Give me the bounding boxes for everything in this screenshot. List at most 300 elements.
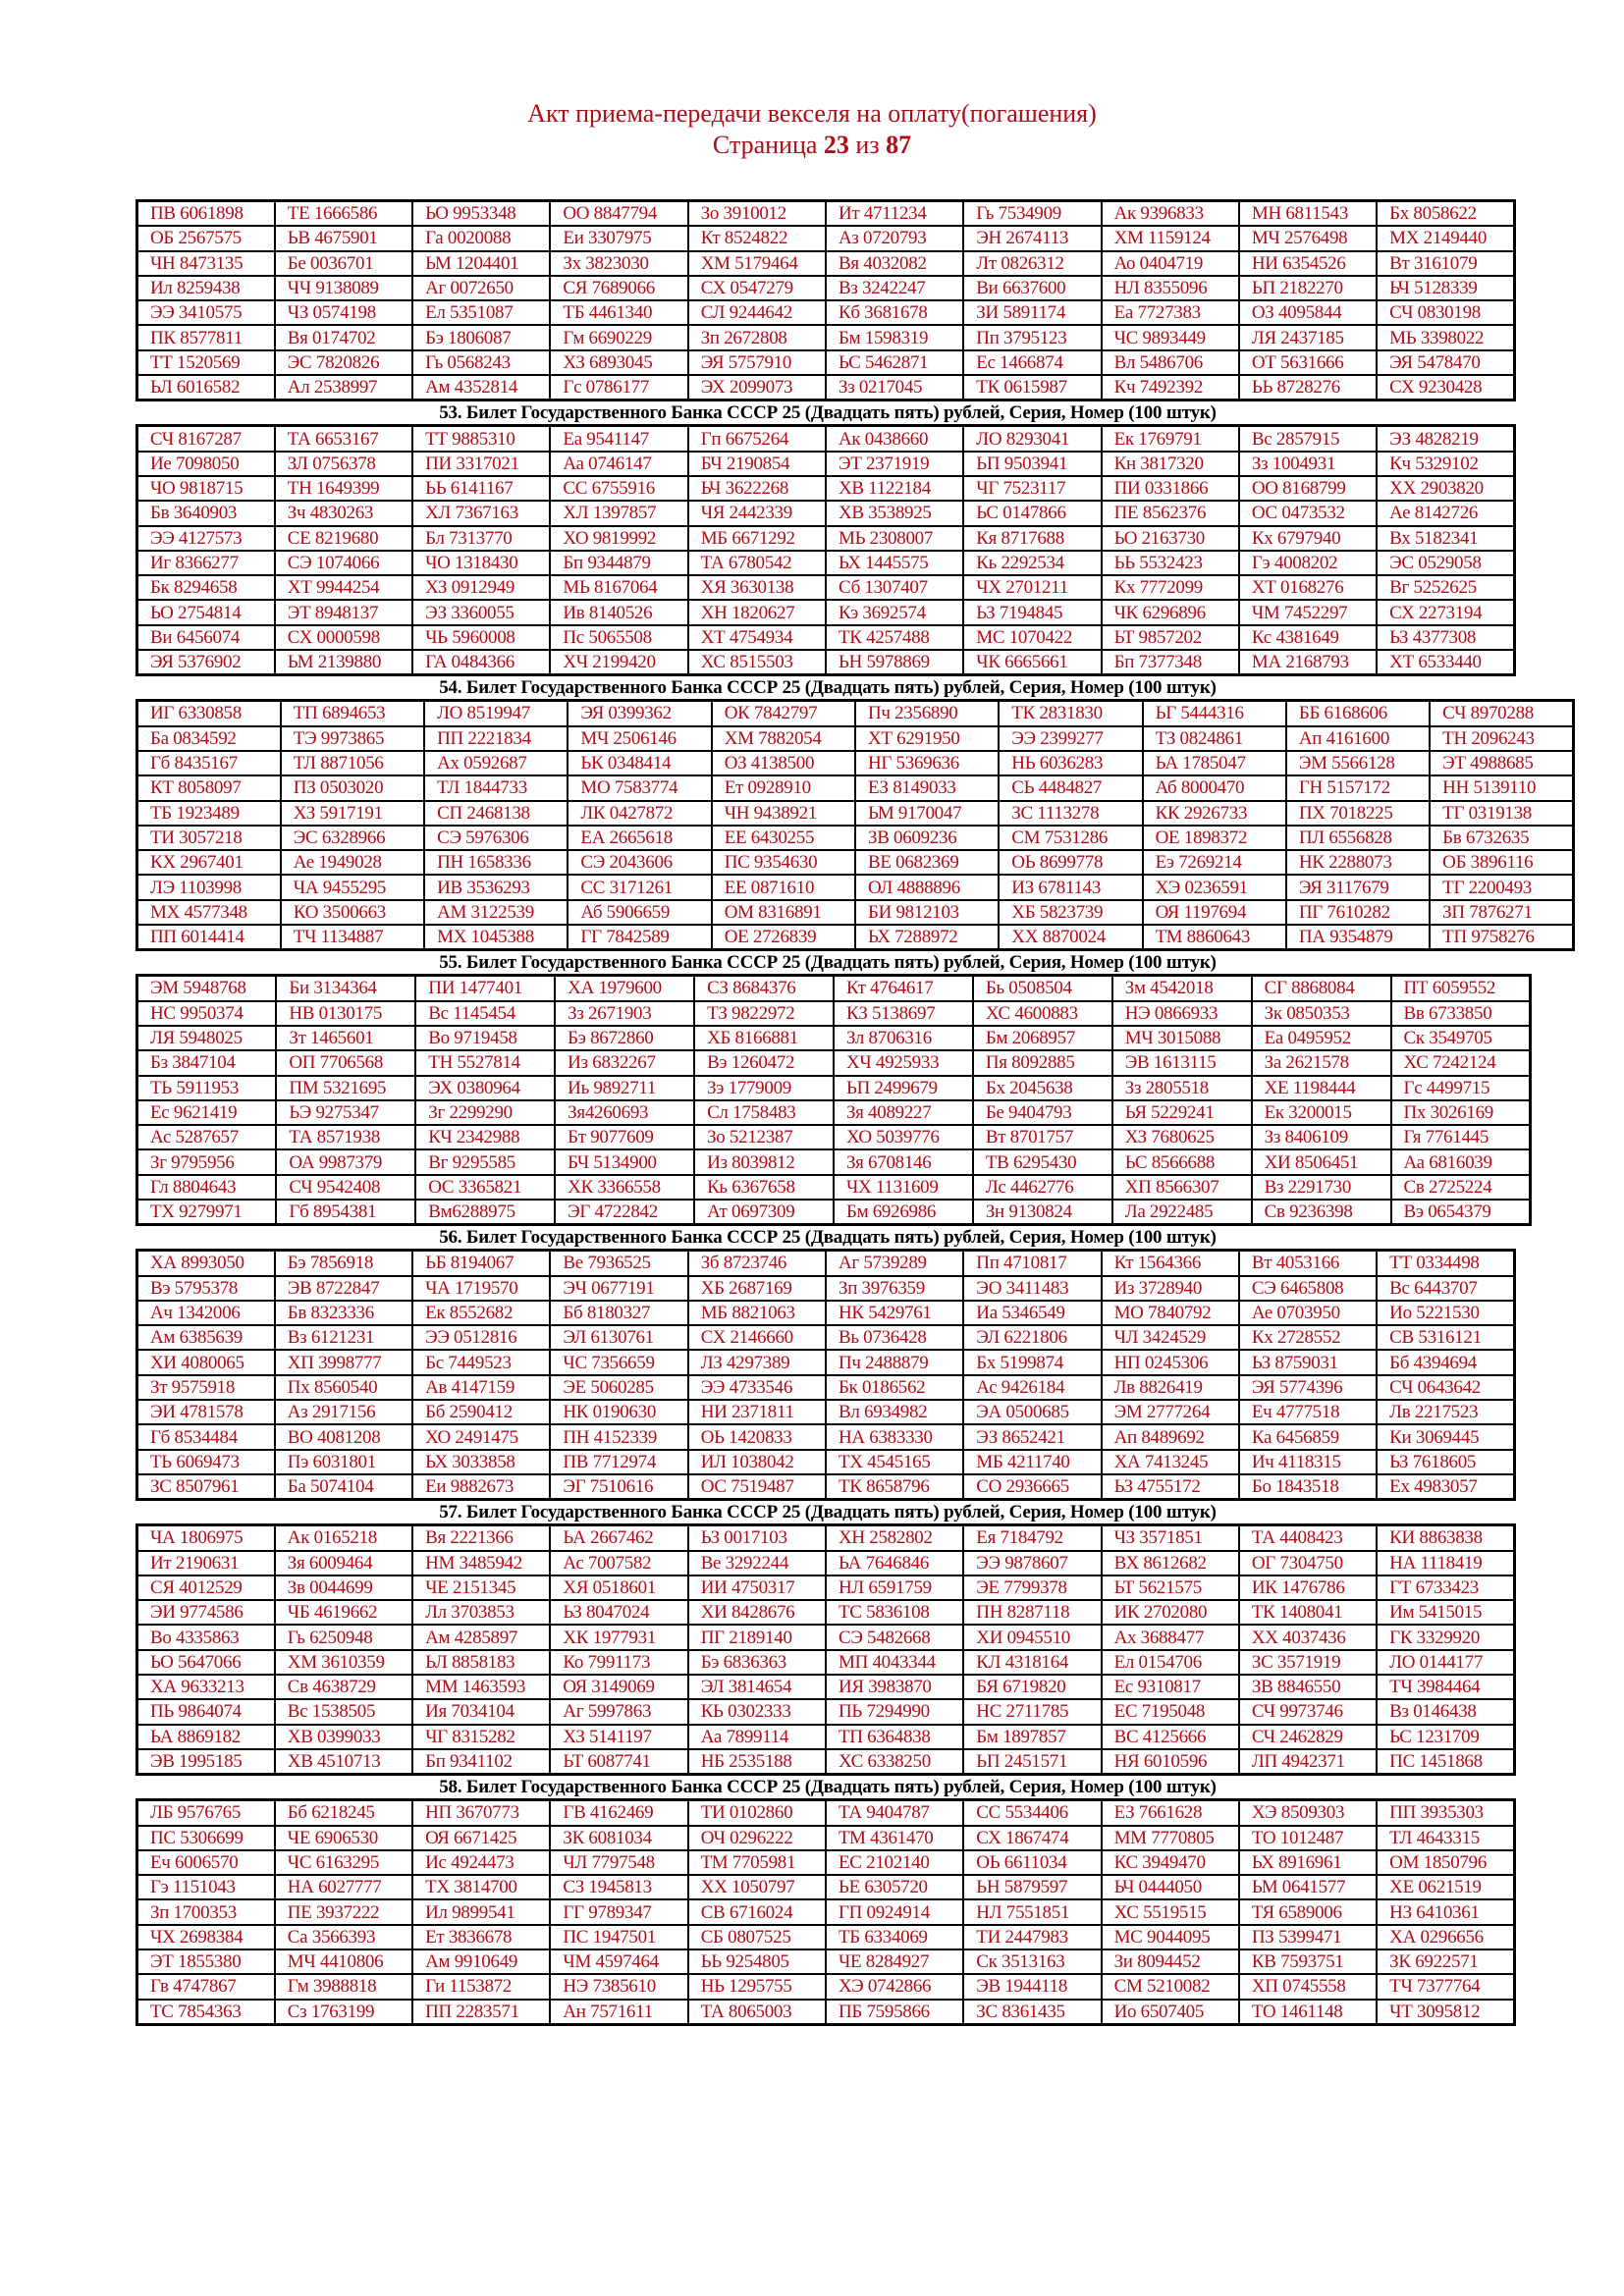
serial-number-cell: Ел 0154706: [1102, 1650, 1239, 1675]
serial-number-cell: ЧА 9455295: [281, 875, 424, 899]
serial-number-cell: Лл 3703853: [412, 1600, 550, 1625]
serial-number-cell: Гя 7761445: [1391, 1125, 1531, 1149]
serial-number-cell: Из 8039812: [694, 1149, 834, 1174]
serial-number-cell: ТН 2096243: [1430, 726, 1573, 751]
serial-number-cell: ЭХ 2099073: [688, 375, 826, 400]
serial-number-cell: Еч 4777518: [1239, 1400, 1377, 1424]
serial-number-cell: МЧ 2576498: [1239, 226, 1377, 250]
serial-number-cell: ЧЛ 7797548: [550, 1850, 687, 1875]
serial-number-cell: ЭЯ 5757910: [688, 350, 826, 375]
serial-number-cell: СС 3171261: [568, 875, 711, 899]
serial-number-cell: ЬЯ 5229241: [1112, 1100, 1252, 1125]
serial-number-cell: Еэ 7269214: [1143, 850, 1286, 875]
serial-number-cell: НА 6027777: [275, 1875, 412, 1899]
serial-number-cell: ЬО 2754814: [137, 600, 275, 624]
serial-number-cell: ЬЕ 6305720: [826, 1875, 963, 1899]
serial-number-cell: СЭ 2043606: [568, 850, 711, 875]
serial-number-cell: СЯ 4012529: [137, 1575, 275, 1600]
serial-number-cell: СЧ 2462829: [1239, 1725, 1377, 1749]
serial-number-cell: Ве 7936525: [550, 1251, 687, 1276]
table-row: [137, 1826, 1515, 1850]
serial-number-cell: ОО 8168799: [1239, 476, 1377, 501]
serial-number-cell: БЧ 2190854: [688, 452, 826, 476]
serial-number-cell: Ач 1342006: [137, 1301, 275, 1325]
serial-number-cell: ПМ 5321695: [276, 1076, 415, 1100]
serial-number-cell: ЬХ 7288972: [855, 925, 999, 950]
table-row: [137, 751, 1574, 775]
serial-number-cell: ТК 1408041: [1239, 1600, 1377, 1625]
serial-number-cell: ТИ 0102860: [688, 1800, 826, 1826]
serial-number-cell: ЧХ 2701211: [963, 575, 1101, 600]
serial-number-cell: ЧС 6163295: [275, 1850, 412, 1875]
table-row: [137, 1400, 1515, 1424]
serial-number-cell: Бэ 6836363: [688, 1650, 826, 1675]
serial-number-cell: Бм 1897857: [963, 1725, 1101, 1749]
serial-number-cell: Из 6832267: [555, 1050, 694, 1075]
serial-number-cell: ХН 2582802: [826, 1525, 963, 1551]
serial-number-cell: НС 2711785: [963, 1699, 1101, 1724]
table-row: [137, 1600, 1515, 1625]
serial-number-cell: СХ 9230428: [1377, 375, 1514, 400]
serial-number-cell: Бс 7449523: [412, 1350, 550, 1374]
serial-number-cell: ЧЯ 2442339: [688, 501, 826, 525]
serial-number-cell: Бэ 7856918: [275, 1251, 412, 1276]
serial-number-cell: Еа 9541147: [550, 426, 687, 452]
serial-number-cell: ЭТ 1855380: [137, 1949, 275, 1974]
serial-number-cell: ЧТ 3095812: [1377, 2000, 1514, 2025]
serial-number-cell: ЬМ 0641577: [1239, 1875, 1377, 1899]
serial-number-cell: ЬМ 2139880: [275, 650, 412, 675]
serial-number-cell: СЯ 7689066: [550, 276, 687, 300]
table-row: [137, 1276, 1515, 1301]
serial-number-cell: ЭЯ 5774396: [1239, 1375, 1377, 1400]
page-counter: [0, 130, 1624, 161]
serial-number-cell: Бк 0186562: [826, 1375, 963, 1400]
serial-number-cell: НЭ 0866933: [1112, 1001, 1252, 1026]
serial-number-cell: ХП 3998777: [275, 1350, 412, 1374]
serial-number-cell: ЛК 0427872: [568, 801, 711, 826]
serial-number-cell: ЛО 8519947: [424, 701, 568, 726]
serial-number-cell: Зт 9575918: [137, 1375, 275, 1400]
serial-number-cell: Гс 0786177: [550, 375, 687, 400]
serial-number-cell: НМ 3485942: [412, 1551, 550, 1575]
serial-number-cell: ПВ 6061898: [137, 201, 275, 227]
serial-number-cell: ЬА 1785047: [1143, 751, 1286, 775]
serial-number-cell: ЬТ 9857202: [1102, 625, 1239, 650]
serial-number-cell: ЬВ 4675901: [275, 226, 412, 250]
serial-number-cell: КС 3949470: [1102, 1850, 1239, 1875]
serial-number-cell: ПЗ 5399471: [1239, 1925, 1377, 1949]
serial-number-cell: Га 0020088: [412, 226, 550, 250]
serial-number-cell: Вэ 5795378: [137, 1276, 275, 1301]
serial-number-cell: ЧГ 7523117: [963, 476, 1101, 501]
serial-number-cell: БЧ 5134900: [555, 1149, 694, 1174]
serial-number-cell: ЧА 1719570: [412, 1276, 550, 1301]
serial-number-cell: НИ 2371811: [688, 1400, 826, 1424]
serial-number-cell: ЭТ 8948137: [275, 600, 412, 624]
serial-number-cell: ОЗ 4138500: [712, 751, 855, 775]
serial-number-cell: Зп 1700353: [137, 1899, 275, 1924]
serial-number-cell: Вг 5252625: [1377, 575, 1514, 600]
table-row: [137, 875, 1574, 899]
serial-number-cell: ЭЭ 4733546: [688, 1375, 826, 1400]
serial-number-cell: Кб 3681678: [826, 300, 963, 325]
serial-number-cell: Сб 1307407: [826, 575, 963, 600]
serial-number-cell: ОЬ 1420833: [688, 1424, 826, 1449]
serial-number-cell: Ап 4161600: [1286, 726, 1430, 751]
table-row: [137, 1749, 1515, 1775]
serial-number-cell: ЧЕ 2151345: [412, 1575, 550, 1600]
serial-number-cell: ХХ 4037436: [1239, 1625, 1377, 1649]
serial-number-cell: СЧ 9542408: [276, 1175, 415, 1200]
serial-number-cell: Вл 6934982: [826, 1400, 963, 1424]
serial-number-cell: ПС 1451868: [1377, 1749, 1514, 1775]
serial-number-cell: Ея 7184792: [963, 1525, 1101, 1551]
serial-number-cell: ХБ 5823739: [999, 900, 1142, 925]
serial-number-cell: ХХ 8870024: [999, 925, 1142, 950]
serial-number-cell: ХЕ 1198444: [1252, 1076, 1391, 1100]
serial-number-cell: Св 4638729: [275, 1675, 412, 1699]
serial-number-cell: НЯ 6010596: [1102, 1749, 1239, 1775]
serial-number-cell: СЭ 1074066: [275, 551, 412, 575]
serial-number-cell: ББ 6168606: [1286, 701, 1430, 726]
serial-number-cell: ЭИ 4781578: [137, 1400, 275, 1424]
serial-number-cell: ЗС 1113278: [999, 801, 1142, 826]
serial-number-cell: ЭМ 5566128: [1286, 751, 1430, 775]
serial-number-cell: ТЬ 6069473: [137, 1450, 275, 1474]
serial-number-cell: ЧН 9438921: [712, 801, 855, 826]
serial-number-cell: ЬЬ 5532423: [1102, 551, 1239, 575]
table-row: [137, 1474, 1515, 1500]
serial-number-cell: Бп 9344879: [550, 551, 687, 575]
serial-number-cell: ТА 6780542: [688, 551, 826, 575]
table-row: [137, 226, 1515, 250]
serial-number-cell: Пя 8092885: [973, 1050, 1112, 1075]
table-row: [137, 976, 1531, 1001]
serial-number-cell: Зп 2672808: [688, 325, 826, 349]
serial-number-cell: ЧЕ 8284927: [826, 1949, 963, 1974]
serial-number-cell: ЭВ 1613115: [1112, 1050, 1252, 1075]
serial-number-cell: Вя 0174702: [275, 325, 412, 349]
serial-number-cell: ЛЯ 2437185: [1239, 325, 1377, 349]
table-row: [137, 1200, 1531, 1225]
serial-number-cell: Зя4260693: [555, 1100, 694, 1125]
serial-number-cell: ЭЭ 3410575: [137, 300, 275, 325]
serial-number-cell: Зч 4830263: [275, 501, 412, 525]
table-row: [137, 1001, 1531, 1026]
serial-number-cell: ЧЗ 0574198: [275, 300, 412, 325]
serial-number-cell: ЬС 5462871: [826, 350, 963, 375]
serial-number-cell: ХВ 3538925: [826, 501, 963, 525]
page-prefix: Страница: [712, 131, 818, 159]
serial-number-cell: ГГ 9789347: [550, 1899, 687, 1924]
serial-number-cell: ЭМ 5948768: [137, 976, 277, 1001]
serial-number-cell: ЭЛ 6130761: [550, 1325, 687, 1350]
table-row: [137, 1350, 1515, 1374]
serial-number-cell: ОМ 8316891: [712, 900, 855, 925]
serial-number-cell: Бв 3640903: [137, 501, 275, 525]
serial-number-cell: НЗ 6410361: [1377, 1899, 1514, 1924]
serial-number-cell: ХВ 1122184: [826, 476, 963, 501]
serial-number-cell: Зз 8406109: [1252, 1125, 1391, 1149]
serial-number-cell: ЕЗ 8149033: [855, 775, 999, 800]
serial-number-cell: ХС 5519515: [1102, 1899, 1239, 1924]
serial-number-cell: Аб 8000470: [1143, 775, 1286, 800]
serial-number-cell: ЧС 7356659: [550, 1350, 687, 1374]
serial-number-cell: КЬ 0302333: [688, 1699, 826, 1724]
serial-number-cell: ЬЗ 4377308: [1377, 625, 1514, 650]
serial-number-cell: Гб 8954381: [276, 1200, 415, 1225]
serial-number-cell: ХЗ 6893045: [550, 350, 687, 375]
serial-number-cell: ХМ 3610359: [275, 1650, 412, 1675]
serial-number-cell: ХЛ 1397857: [550, 501, 687, 525]
table-row: [137, 625, 1515, 650]
serial-number-cell: НА 6383330: [826, 1424, 963, 1449]
serial-number-cell: ХН 1820627: [688, 600, 826, 624]
serial-number-cell: Ич 4118315: [1239, 1450, 1377, 1474]
serial-number-cell: Ет 3836678: [412, 1925, 550, 1949]
serial-number-cell: ТА 4408423: [1239, 1525, 1377, 1551]
serial-number-cell: ТС 7854363: [137, 2000, 275, 2025]
serial-number-cell: Ио 6507405: [1102, 2000, 1239, 2025]
serial-number-cell: СЧ 0830198: [1377, 300, 1514, 325]
serial-number-cell: ТК 2831830: [999, 701, 1142, 726]
serial-number-cell: ПН 8287118: [963, 1600, 1101, 1625]
serial-number-cell: Ек 8552682: [412, 1301, 550, 1325]
serial-number-cell: НЛ 6591759: [826, 1575, 963, 1600]
serial-number-cell: ЭВ 1995185: [137, 1749, 275, 1775]
serial-number-cell: ПП 2283571: [412, 2000, 550, 2025]
serial-number-cell: Бз 3847104: [137, 1050, 277, 1075]
serial-number-cell: ВО 4081208: [275, 1424, 412, 1449]
serial-number-cell: Кх 6797940: [1239, 526, 1377, 551]
serial-number-cell: Еа 7727383: [1102, 300, 1239, 325]
serial-number-cell: ЕС 7195048: [1102, 1699, 1239, 1724]
table-row: [137, 476, 1515, 501]
serial-number-cell: Сл 1758483: [694, 1100, 834, 1125]
serial-number-cell: ХС 8515503: [688, 650, 826, 675]
serial-number-cell: Аа 7899114: [688, 1725, 826, 1749]
serial-number-cell: КХ 2967401: [137, 850, 281, 875]
serial-number-cell: Ам 4285897: [412, 1625, 550, 1649]
serial-number-cell: ОЬ 6611034: [963, 1850, 1101, 1875]
serial-number-cell: Ви 6456074: [137, 625, 275, 650]
serial-number-cell: ЭЭ 2399277: [999, 726, 1142, 751]
serial-number-cell: Ия 7034104: [412, 1699, 550, 1724]
serial-number-cell: ТГ 2200493: [1430, 875, 1573, 899]
serial-number-cell: Аз 2917156: [275, 1400, 412, 1424]
serial-number-cell: МП 4043344: [826, 1650, 963, 1675]
serial-number-cell: Кч 5329102: [1377, 452, 1514, 476]
serial-number-table: [135, 424, 1516, 676]
serial-number-cell: Бе 9404793: [973, 1100, 1112, 1125]
serial-number-cell: ХС 7242124: [1391, 1050, 1531, 1075]
table-row: [137, 850, 1574, 875]
serial-number-cell: Ио 5221530: [1377, 1301, 1514, 1325]
serial-number-cell: ГА 0484366: [412, 650, 550, 675]
table-row: [137, 1301, 1515, 1325]
serial-number-cell: МА 2168793: [1239, 650, 1377, 675]
serial-number-cell: Зв 0044699: [275, 1575, 412, 1600]
serial-number-cell: СО 2936665: [963, 1474, 1101, 1500]
serial-number-cell: ПЛ 6556828: [1286, 826, 1430, 850]
serial-number-cell: ХТ 4754934: [688, 625, 826, 650]
serial-number-cell: ЬА 7646846: [826, 1551, 963, 1575]
serial-number-cell: ОЛ 4888896: [855, 875, 999, 899]
serial-number-cell: ОЧ 0296222: [688, 1826, 826, 1850]
serial-number-cell: Гл 8804643: [137, 1175, 277, 1200]
serial-number-cell: МЧ 3015088: [1112, 1026, 1252, 1050]
serial-number-cell: Еа 0495952: [1252, 1026, 1391, 1050]
serial-number-cell: Зя 4089227: [834, 1100, 973, 1125]
page-total: 87: [886, 131, 912, 159]
serial-number-cell: Гб 8435167: [137, 751, 281, 775]
serial-number-cell: ЬМ 9170047: [855, 801, 999, 826]
table-row: [137, 1525, 1515, 1551]
serial-number-cell: ЭЗ 4828219: [1377, 426, 1514, 452]
serial-number-cell: За 2621578: [1252, 1050, 1391, 1075]
serial-number-cell: Ах 3688477: [1102, 1625, 1239, 1649]
serial-number-cell: СМ 5210082: [1102, 1974, 1239, 1999]
serial-number-cell: Ат 0697309: [694, 1200, 834, 1225]
serial-number-cell: ХС 6338250: [826, 1749, 963, 1775]
serial-number-cell: Ит 4711234: [826, 201, 963, 227]
serial-number-cell: Бм 6926986: [834, 1200, 973, 1225]
serial-number-cell: МЧ 4410806: [275, 1949, 412, 1974]
serial-number-cell: МХ 2149440: [1377, 226, 1514, 250]
serial-number-cell: КЧ 2342988: [415, 1125, 555, 1149]
serial-number-cell: ЬЬ 8728276: [1239, 375, 1377, 400]
serial-number-cell: Кя 8717688: [963, 526, 1101, 551]
serial-number-cell: СЛ 9244642: [688, 300, 826, 325]
serial-number-cell: Бх 5199874: [963, 1350, 1101, 1374]
table-row: [137, 1899, 1515, 1924]
table-row: [137, 375, 1515, 400]
serial-number-cell: ТИ 3057218: [137, 826, 281, 850]
serial-number-table: [135, 1523, 1516, 1776]
serial-number-cell: Ам 4352814: [412, 375, 550, 400]
serial-number-cell: СС 6755916: [550, 476, 687, 501]
table-row: [137, 1675, 1515, 1699]
serial-number-cell: Иа 5346549: [963, 1301, 1101, 1325]
serial-number-cell: ЕЗ 7661628: [1102, 1800, 1239, 1826]
serial-number-cell: БЯ 6719820: [963, 1675, 1101, 1699]
serial-number-cell: Гэ 1151043: [137, 1875, 275, 1899]
serial-number-cell: Бм 2068957: [973, 1026, 1112, 1050]
serial-number-cell: ЗК 6081034: [550, 1826, 687, 1850]
serial-number-cell: Бх 2045638: [973, 1076, 1112, 1100]
serial-number-cell: ПН 4152339: [550, 1424, 687, 1449]
serial-number-cell: ХЕ 0621519: [1377, 1875, 1514, 1899]
table-row: [137, 551, 1515, 575]
serial-number-cell: НВ 0130175: [276, 1001, 415, 1026]
serial-number-cell: ХИ 8506451: [1252, 1149, 1391, 1174]
serial-number-cell: Бт 9077609: [555, 1125, 694, 1149]
serial-number-cell: ЬЗ 8047024: [550, 1600, 687, 1625]
serial-number-cell: ЬЧ 3622268: [688, 476, 826, 501]
serial-number-cell: СХ 2273194: [1377, 600, 1514, 624]
serial-number-cell: ОС 3365821: [415, 1175, 555, 1200]
table-row: [137, 1625, 1515, 1649]
serial-number-cell: Вм6288975: [415, 1200, 555, 1225]
serial-number-cell: СХ 2146660: [688, 1325, 826, 1350]
serial-number-cell: ТЭ 9973865: [281, 726, 424, 751]
serial-number-cell: Ап 8489692: [1102, 1424, 1239, 1449]
serial-number-cell: Гм 3988818: [275, 1974, 412, 1999]
serial-number-cell: ЬЛ 8858183: [412, 1650, 550, 1675]
table-row: [137, 1650, 1515, 1675]
serial-number-cell: ЬЬ 9254805: [688, 1949, 826, 1974]
serial-number-cell: ГН 5157172: [1286, 775, 1430, 800]
serial-number-cell: ЬА 2667462: [550, 1525, 687, 1551]
section-title: 54. Билет Государственного Банка СССР 25 (Двадцать пять) рублей, Серия, Номер (100 штук): [439, 677, 1217, 699]
serial-number-cell: ЭГ 7510616: [550, 1474, 687, 1500]
serial-number-cell: ТА 8065003: [688, 2000, 826, 2025]
serial-number-cell: МХ 1045388: [424, 925, 568, 950]
table-row: [137, 251, 1515, 276]
serial-number-cell: ХМ 5179464: [688, 251, 826, 276]
serial-number-cell: ЭГ 4722842: [555, 1200, 694, 1225]
serial-number-cell: ТБ 4461340: [550, 300, 687, 325]
serial-number-cell: ТВ 6295430: [973, 1149, 1112, 1174]
serial-number-cell: ЭЭ 9878607: [963, 1551, 1101, 1575]
serial-number-cell: ПИ 0331866: [1102, 476, 1239, 501]
serial-number-cell: ЭЗ 8652421: [963, 1424, 1101, 1449]
serial-number-cell: ХЗ 5917191: [281, 801, 424, 826]
serial-number-cell: Бб 4394694: [1377, 1350, 1514, 1374]
serial-number-cell: Вт 8701757: [973, 1125, 1112, 1149]
table-row: [137, 1026, 1531, 1050]
serial-number-cell: Ба 0834592: [137, 726, 281, 751]
serial-number-cell: ТЛ 4643315: [1377, 1826, 1514, 1850]
serial-number-cell: ПА 9354879: [1286, 925, 1430, 950]
page-current: 23: [823, 131, 849, 159]
table-row: [137, 1125, 1531, 1149]
serial-number-cell: Би 3134364: [276, 976, 415, 1001]
serial-number-cell: НБ 2535188: [688, 1749, 826, 1775]
serial-number-cell: ХХ 2903820: [1377, 476, 1514, 501]
serial-number-cell: Ко 7991173: [550, 1650, 687, 1675]
serial-number-table: [135, 199, 1516, 401]
serial-number-cell: МЧ 2506146: [568, 726, 711, 751]
serial-number-cell: ЧБ 4619662: [275, 1600, 412, 1625]
table-row: [137, 1974, 1515, 1999]
serial-number-cell: Лв 2217523: [1377, 1400, 1514, 1424]
serial-number-cell: ЧО 1318430: [412, 551, 550, 575]
serial-number-cell: ЕЕ 0871610: [712, 875, 855, 899]
serial-number-cell: ЬЗ 7194845: [963, 600, 1101, 624]
serial-number-cell: Ас 5287657: [137, 1125, 277, 1149]
serial-number-cell: ЬТ 6087741: [550, 1749, 687, 1775]
serial-number-cell: ТА 8571938: [276, 1125, 415, 1149]
serial-number-cell: ЬЧ 0444050: [1102, 1875, 1239, 1899]
serial-number-cell: Бв 8323336: [275, 1301, 412, 1325]
table-row: [137, 726, 1574, 751]
serial-number-cell: НЬ 1295755: [688, 1974, 826, 1999]
serial-number-cell: СЬ 4484827: [999, 775, 1142, 800]
serial-number-cell: ОО 8847794: [550, 201, 687, 227]
serial-number-cell: Вт 3161079: [1377, 251, 1514, 276]
serial-number-cell: ХА 7413245: [1102, 1450, 1239, 1474]
serial-number-cell: Вя 4032082: [826, 251, 963, 276]
serial-number-cell: ЧЗ 3571851: [1102, 1525, 1239, 1551]
serial-number-cell: ЬЗ 7618605: [1377, 1450, 1514, 1474]
serial-number-cell: ЬЗ 0017103: [688, 1525, 826, 1551]
serial-number-cell: ЬА 8869182: [137, 1725, 275, 1749]
serial-number-cell: ПГ 7610282: [1286, 900, 1430, 925]
serial-number-cell: ЗС 8507961: [137, 1474, 275, 1500]
serial-number-cell: Ки 3069445: [1377, 1424, 1514, 1449]
